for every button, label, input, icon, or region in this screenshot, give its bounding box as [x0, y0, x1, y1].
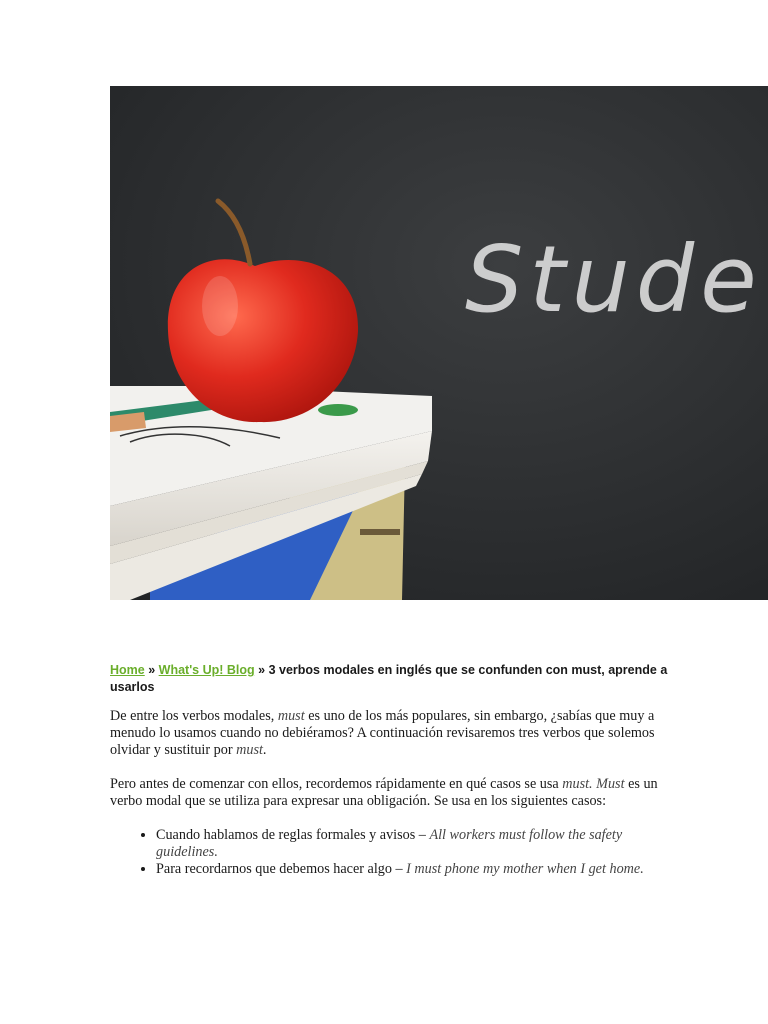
breadcrumb: [110, 662, 670, 696]
list-item-example: All workers must follow the safety guidelines.: [156, 827, 623, 860]
usage-list: [110, 827, 670, 878]
text: De entre los verbos modales,: [110, 708, 278, 724]
text: Pero antes de comenzar con ellos, recordemos rápidamente en qué casos se usa: [110, 776, 563, 792]
hero-image: [110, 86, 768, 600]
emphasis: must: [277, 708, 305, 724]
list-item-text: Para recordarnos que debemos hacer algo –: [156, 861, 407, 877]
chalk-text: Stude: [465, 226, 763, 333]
second-paragraph: [110, 776, 670, 810]
breadcrumb-blog-link[interactable]: What's Up! Blog: [158, 663, 255, 677]
breadcrumb-separator: »: [254, 663, 269, 677]
list-item-example: I must phone my mother when I get home.: [406, 861, 644, 877]
text: .: [262, 742, 267, 758]
intro-paragraph: [110, 708, 670, 759]
list-item: [156, 861, 670, 878]
breadcrumb-current-title: 3 verbos modales en inglés que se confunden con must, aprende a usarlos: [110, 663, 668, 694]
breadcrumb-separator: »: [144, 663, 159, 677]
emphasis: must. Must: [562, 776, 625, 792]
emphasis: must: [236, 742, 263, 758]
list-item-text: Cuando hablamos de reglas formales y avisos –: [156, 827, 430, 843]
article-content: [110, 708, 670, 878]
breadcrumb-home-link[interactable]: Home: [110, 663, 145, 677]
text: es uno de los más populares, sin embargo, ¿sabías que muy a menudo lo usamos cuando no debiéramos? A continuación revisaremos tres verbos que solemos olvidar y sustituir por: [110, 708, 655, 758]
text: es un verbo modal que se utiliza para expresar una obligación. Se usa en los siguientes casos:: [110, 776, 658, 809]
chalkboard-apple-books-illustration: [110, 86, 768, 600]
list-item: [156, 827, 670, 861]
